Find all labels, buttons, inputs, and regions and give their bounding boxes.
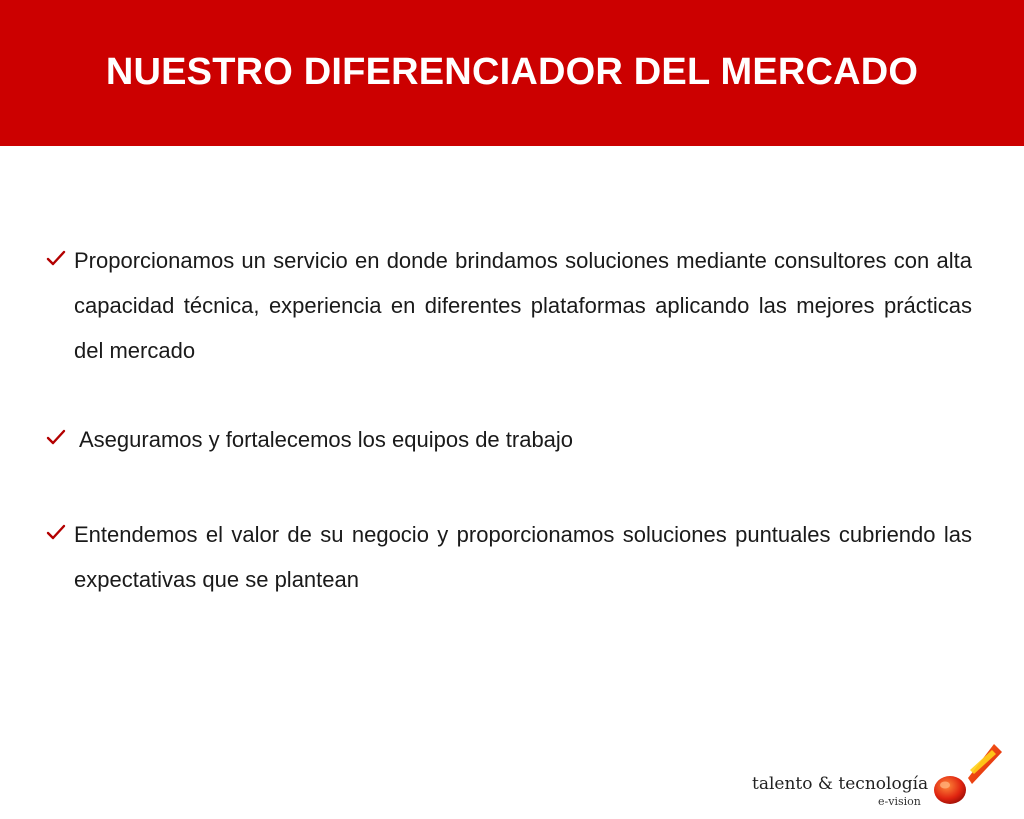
bullet-text: Entendemos el valor de su negocio y proporcionamos soluciones puntuales cubriendo las expectativas que se plantean (74, 522, 972, 592)
logo-subtext: e-vision (878, 795, 921, 808)
logo-text: talento & tecnología (752, 774, 929, 794)
exclamation-logo-icon (930, 740, 1010, 810)
checkmark-icon (46, 249, 66, 269)
company-logo (748, 740, 1010, 810)
bullet-text: Proporcionamos un servicio en donde brindamos soluciones mediante consultores con alta capacidad técnica, experiencia en diferentes plataformas aplicando las mejores prácticas del mercado (74, 248, 972, 363)
bullet-list (46, 238, 972, 602)
list-item (46, 238, 972, 373)
checkmark-icon (46, 428, 66, 448)
list-item (46, 512, 972, 602)
list-item (46, 417, 972, 462)
bullet-text: Aseguramos y fortalecemos los equipos de trabajo (79, 427, 574, 452)
title-banner (0, 0, 1024, 146)
page-title: NUESTRO DIFERENCIADOR DEL MERCADO (105, 51, 919, 93)
checkmark-icon (46, 523, 66, 543)
